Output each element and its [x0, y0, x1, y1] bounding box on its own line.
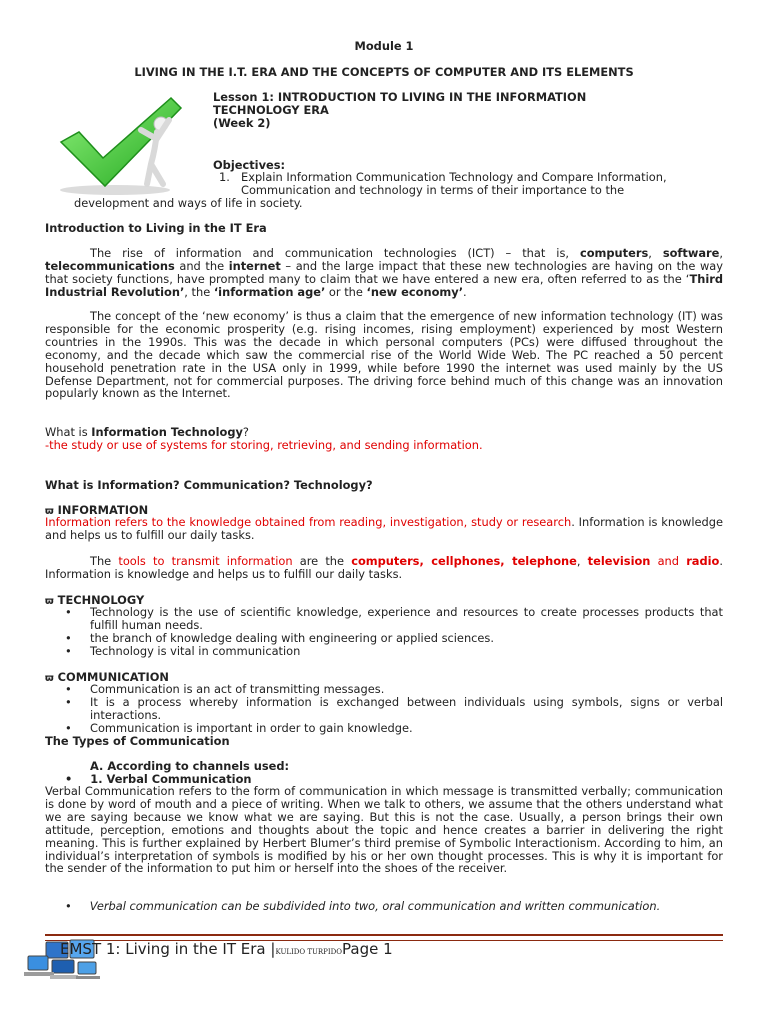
objective-line2: Communication and technology in terms of their importance to the [241, 182, 625, 197]
list-item: • Technology is vital in communication [65, 643, 301, 658]
module-label: Module 1 [354, 39, 414, 53]
objectives-heading: Objectives: [213, 158, 286, 172]
communication-list [45, 683, 723, 735]
intro-heading: Introduction to Living in the IT Era [45, 221, 267, 235]
verbal-heading: • 1. Verbal Communication [65, 772, 252, 786]
bullet-icon: • [65, 772, 73, 786]
objective-number: 1. [219, 170, 230, 184]
bullet-icon: • [65, 643, 72, 658]
bullet-symbol-icon: ϖ [45, 596, 54, 607]
bullet-icon: • [65, 682, 72, 696]
intro-paragraph-1: The rise of information and communication technologies (ICT) – that is, computers, software, telecommunications and the internet – and the large impact that these new technologies are having on the way that society functions, have prompted many to claim that we have entered a new era, often referred to as the ‘Third Industrial Revolution’, the ‘information age’ or the ‘new economy’. [45, 246, 723, 299]
types-heading: The Types of Communication [45, 734, 230, 748]
information-heading: ϖ INFORMATION [45, 503, 149, 517]
verbal-paragraph: Verbal Communication refers to the form of communication in which message is transmitted verbally; communication is done by word of mouth and a piece of writing. When we talk to others, we assume that the others understand what we are saying because we know what we are saying. But this is not the case. Usually, a person brings their own attitude, perception, emotions and thoughts about the topic and hence creates a barrier in delivering the right meaning. This is further explained by Herbert Blumer’s third premise of Symbolic Interactionism. According to him, an individual’s interpretation of symbols is modified by his or her own thought processes. This is why it is important for the sender of the information to put him or herself into the shoes of the receiver. [45, 784, 723, 876]
bullet-icon: • [65, 899, 72, 913]
module-title: LIVING IN THE I.T. ERA AND THE CONCEPTS OF COMPUTER AND ITS ELEMENTS [134, 65, 634, 79]
list-item: • the branch of knowledge dealing with engineering or applied sciences. [65, 630, 494, 645]
bullet-symbol-icon: ϖ [45, 506, 54, 517]
information-tools: The tools to transmit information are the computers, cellphones, telephone, television and radio. Information is knowledge and helps us to fulfill our daily tasks. [45, 554, 723, 581]
objectives-list [45, 171, 723, 210]
list-item: • It is a process whereby information is exchanged between individuals using symbols, signs or verbal interactions. [65, 694, 723, 722]
what-is-it-answer: -the study or use of systems for storing, retrieving, and sending information. [45, 438, 483, 452]
bullet-icon: • [65, 605, 72, 619]
list-item: • Technology is the use of scientific knowledge, experience and resources to create processes products that fulfill human needs. [65, 605, 723, 632]
objective-line1: Explain Information Communication Technology and Compare Information, [241, 170, 667, 184]
footer-course: EMST 1: Living in the IT Era [60, 940, 266, 958]
what-is-ict-heading: What is Information? Communication? Technology? [45, 478, 373, 492]
footer-author: KULIDO TURPIDO [275, 948, 343, 956]
lesson-title-line1: Lesson 1: INTRODUCTION TO LIVING IN THE INFORMATION [213, 90, 587, 104]
lesson-week: (Week 2) [213, 115, 271, 130]
footer-text [60, 940, 393, 958]
objective-line3: development and ways of life in society. [74, 195, 303, 210]
lesson-title [213, 91, 723, 130]
information-definition: Information refers to the knowledge obtained from reading, investigation, study or research. Information is knowledge and helps us to fulfill our daily tasks. [45, 515, 723, 542]
footer-separator: | [270, 940, 276, 958]
verbal-note: • Verbal communication can be subdivided into two, oral communication and written communication. [65, 899, 661, 913]
footer-page-number: Page 1 [342, 940, 393, 958]
bullet-icon: • [65, 630, 72, 645]
what-is-it-question: What is Information Technology? [45, 425, 249, 439]
bullet-icon: • [65, 694, 72, 709]
bullet-icon: • [65, 720, 72, 735]
technology-heading: ϖ TECHNOLOGY [45, 593, 145, 607]
technology-list [45, 606, 723, 658]
communication-heading: ϖ COMMUNICATION [45, 670, 169, 684]
types-subheading-a: A. According to channels used: [90, 759, 290, 773]
bullet-symbol-icon: ϖ [45, 673, 54, 684]
list-item: • Communication is an act of transmitting messages. [65, 682, 385, 696]
list-item: • Communication is important in order to gain knowledge. [65, 720, 413, 735]
lesson-title-line2: TECHNOLOGY ERA [213, 102, 329, 117]
intro-paragraph-2: The concept of the ‘new economy’ is thus a claim that the emergence of new information technology (IT) was responsible for the economic prosperity (e.g. rising incomes, rising employment) experienced by most Western countries in the 1990s. This was the decade in which personal computers (PCs) were diffused throughout the economy, and the decade which saw the commercial rise of the World Wide Web. The PC reached a 50 percent household penetration rate in the USA only in 1999, while before 1990 the internet was used mainly by the US Defense Department, not for commercial purposes. The driving force behind much of this change was an innovation popularly known as the Internet. [45, 309, 723, 401]
